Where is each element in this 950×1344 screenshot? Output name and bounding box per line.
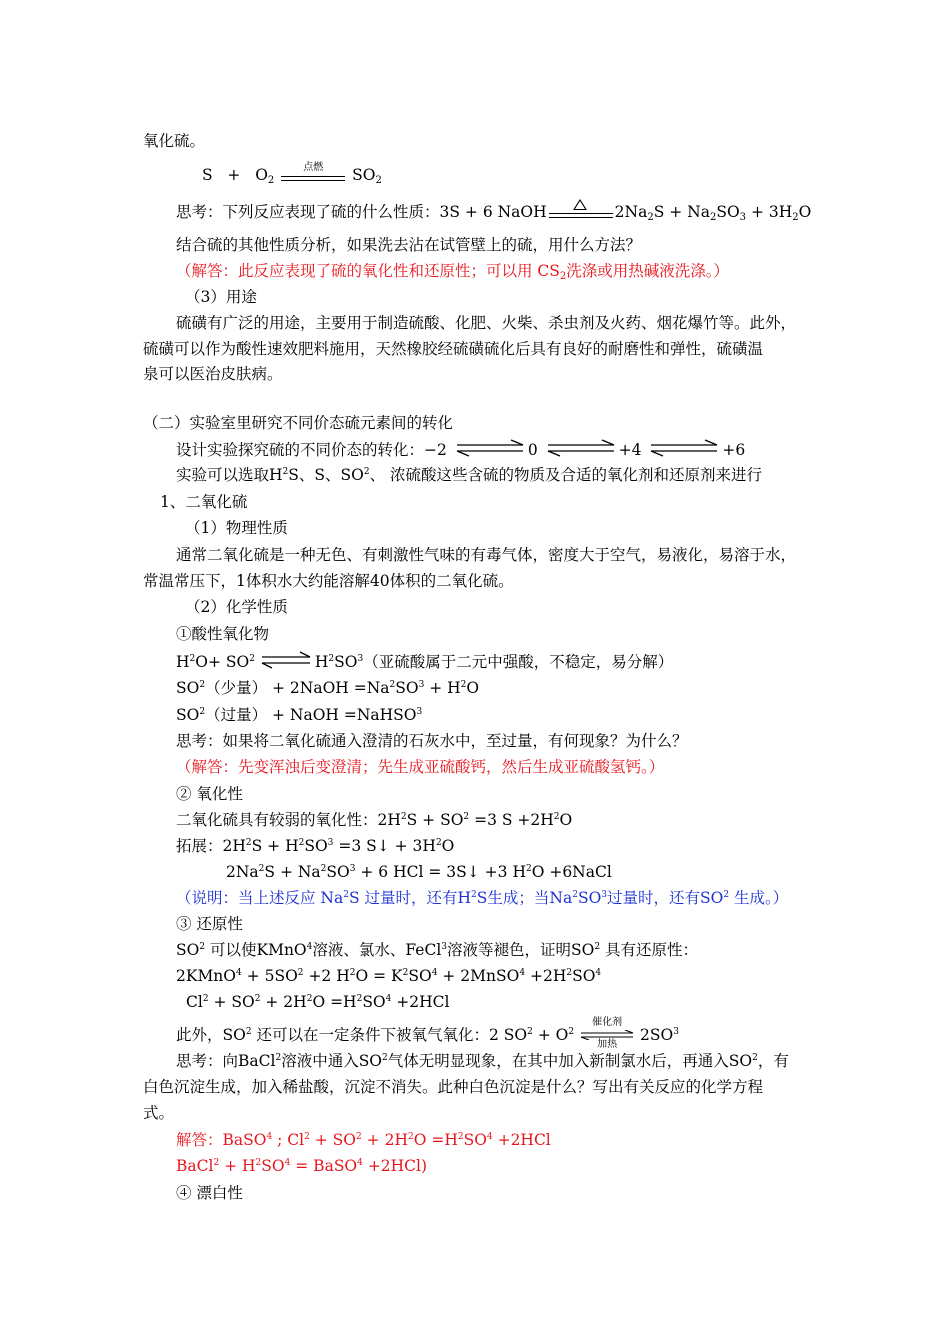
- uses-paragraph-line2: 硫磺可以作为酸性速效肥料施用，天然橡胶经硫磺硫化后具有良好的耐磨性和弹性，硫磺温: [143, 340, 764, 358]
- valence-design-line: 设计实验探究硫的不同价态的转化：−2 0 +4 +6: [176, 441, 746, 459]
- equation-s-combustion: S + $O_2$ 点燃 $SO_2$: [202, 162, 382, 186]
- catalyst-reversible-arrow: 催化剂 加热: [579, 1021, 635, 1047]
- uses-paragraph-line1: 硫磺有广泛的用途，主要用于制造硫酸、化肥、火柴、杀虫剂及火药、烟花爆竹等。此外，: [176, 314, 797, 332]
- answer-3-line2: BaCl$^2$ + $H^2SO^4$ = BaSO$^4$ +2HCl): [176, 1157, 428, 1175]
- think-question-1b: 结合硫的其他性质分析，如果洗去沾在试管壁上的硫，用什么方法？: [176, 236, 642, 254]
- reducing-paragraph: $SO^2$ 可以使KMnO$^4$溶液、氯水、FeCl$^3$溶液等褪色，证明$SO^2$ 具有还原性：: [176, 941, 699, 959]
- reducing-equation-2: $Cl^2 + SO^2 + 2H^2O =H^2SO^4 +2HCl$: [186, 993, 450, 1011]
- answer-3-line1: 解答：BaSO$^4$ ; $Cl^2 + SO^2 + 2H^2O =H^2SO^4 +2HCl$: [176, 1131, 551, 1149]
- acid-equation-2: $SO^2$（少量） + 2NaOH $=Na^2SO^3 + H^2O$: [176, 679, 480, 697]
- extension-equation-2: $2Na^2S + Na^2SO^3 + 6$ HCl = 3S↓ +3 $H^2O$ +6NaCl: [226, 863, 612, 881]
- ignite-arrow: 点燃: [281, 162, 345, 184]
- note-line: （说明：当上述反应 Na$^2$S 过量时，还有$H^2S$生成；当$Na^2SO^3$过量时，还有$SO^2$ 生成。）: [176, 889, 789, 907]
- section-2-heading: （二）实验室里研究不同价态硫元素间的转化: [143, 414, 454, 432]
- uses-paragraph-line3: 泉可以医治皮肤病。: [143, 365, 283, 383]
- acid-equation-1: $H^2O+ SO^2$ $H^2SO^3$（亚硫酸属于二元中强酸，不稳定，易分解）: [176, 653, 674, 671]
- physical-properties-line1: 通常二氧化硫是一种无色、有刺激性气味的有毒气体，密度大于空气，易液化，易溶于水，: [176, 546, 797, 564]
- reversible-arrow-icon: [260, 651, 312, 669]
- extension-equation-1: 拓展：$2H^2S + H^2SO^3 =3$ S↓ + $3H^2O$: [176, 837, 455, 855]
- bleaching-heading: ④ 漂白性: [176, 1184, 243, 1202]
- heat-arrow: [549, 199, 613, 221]
- physical-properties-line2: 常温常压下，1体积水大约能溶解40体积的二氧化硫。: [143, 572, 514, 590]
- physical-properties-heading: （1）物理性质: [185, 519, 288, 537]
- reversible-arrow-icon: [455, 439, 525, 457]
- answer-1: （解答：此反应表现了硫的氧化性和还原性；可以用 $CS_2$洗涤或用热碱液洗涤。）: [176, 262, 730, 282]
- answer-2: （解答：先变浑浊后变澄清；先生成亚硫酸钙，然后生成亚硫酸氢钙。）: [176, 758, 665, 776]
- oxidizing-heading: ② 氧化性: [176, 785, 243, 803]
- reversible-arrow-icon: [546, 439, 616, 457]
- chemical-properties-heading: （2）化学性质: [185, 598, 288, 616]
- acid-equation-3: $SO^2$（过量） + NaOH =NaHSO$^3$: [176, 706, 423, 724]
- oxidizing-equation: 二氧化硫具有较弱的氧化性：$2H^2S + SO^2 =3$ $S +2H^2O$: [176, 811, 573, 829]
- reducing-heading: ③ 还原性: [176, 915, 243, 933]
- experiment-line: 实验可以选取$H^2S$、S、$SO^2$、 浓硫酸这些含硫的物质及合适的氧化剂和还原剂来进行: [176, 466, 763, 484]
- think-question-3-line3: 式。: [143, 1104, 175, 1122]
- think-question-3-line2: 白色沉淀生成，加入稀盐酸，沉淀不消失。此种白色沉淀是什么？写出有关反应的化学方程: [143, 1078, 764, 1096]
- reducing-equation-3: 此外，$SO^2$ 还可以在一定条件下被氧气氧化：2 $SO^2 + O^2$ 催化剂 加热 $2SO^3$: [176, 1017, 679, 1050]
- think-question-1: 思考：下列反应表现了硫的什么性质：3S + 6 NaOH $2Na_2S + Na_2SO_3 + 3H_2O$: [176, 199, 811, 222]
- reversible-arrow-icon: [649, 439, 719, 457]
- think-question-2: 思考：如果将二氧化硫通入澄清的石灰水中，至过量，有何现象？为什么？: [176, 732, 688, 750]
- intro-text: 氧化硫。: [143, 132, 206, 150]
- uses-heading: （3）用途: [185, 288, 257, 306]
- acidic-oxide-heading: ①酸性氧化物: [176, 625, 270, 643]
- heading-so2: 1、二氧化硫: [160, 493, 248, 511]
- think-question-3-line1: 思考：向BaCl$^2$溶液中通入$SO^2$气体无明显现象，在其中加入新制氯水后，再通入$SO^2$，有: [176, 1052, 789, 1070]
- reducing-equation-1: 2KMnO$^4$ + $5SO^2 +2$ $H^2O = K^2SO^4$ + 2MnSO$^4$ $+2H^2SO^4$: [176, 967, 602, 985]
